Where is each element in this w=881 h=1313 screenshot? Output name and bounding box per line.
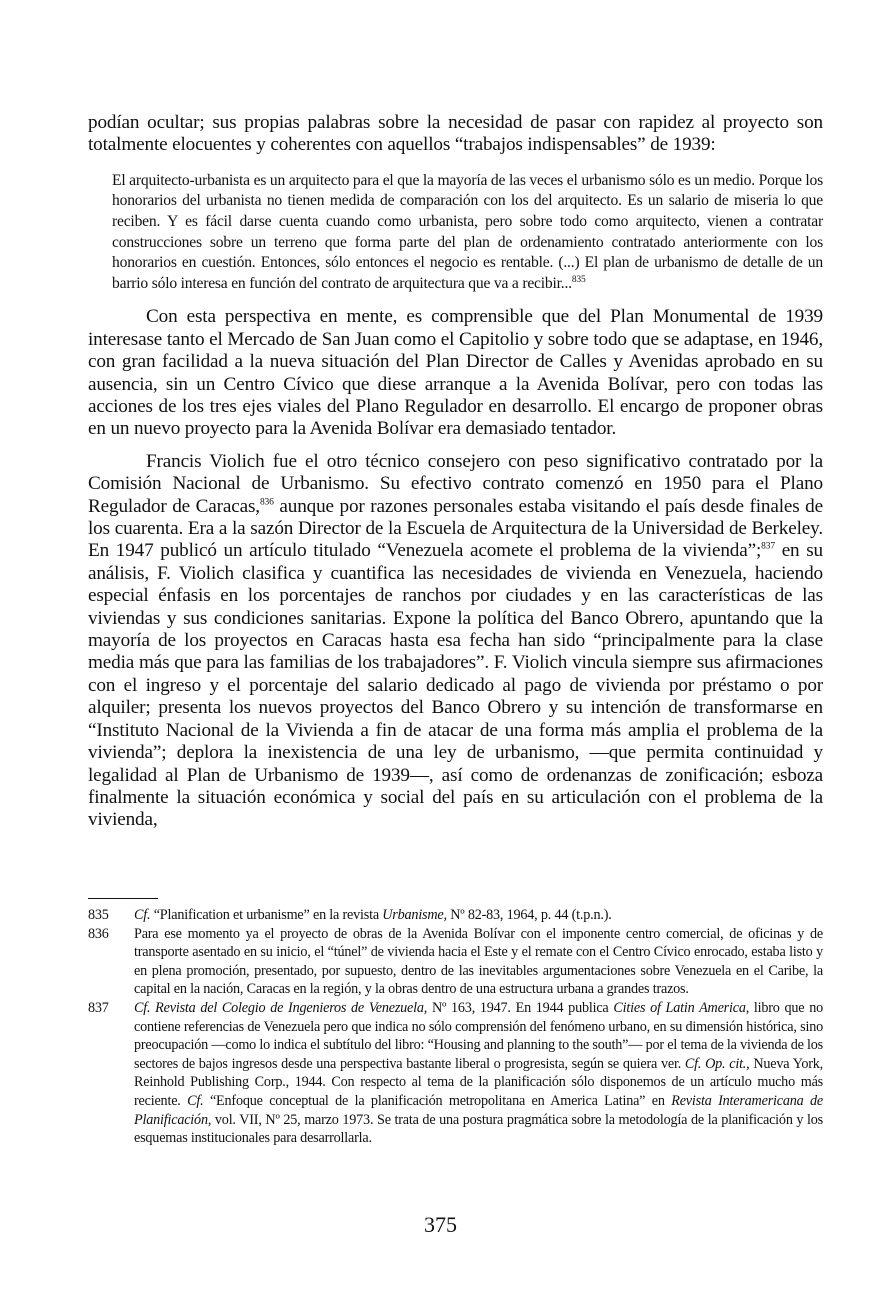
footnote-segment: Cf. [187, 1092, 204, 1109]
footnote-divider [88, 898, 158, 899]
footnote-835 [88, 906, 823, 925]
paragraph-1: podían ocultar; sus propias palabras sobre la necesidad de pasar con rapidez al proyecto son totalmente elocuentes y coherentes con aquellos “trabajos indispensables” de 1939: [88, 112, 823, 156]
footnote-segment: “Enfoque conceptual de la planificación metropolitana en America Latina” en [203, 1092, 672, 1109]
paragraph-3-part-1: Francis Violich fue el otro técnico consejero con peso significativo contratado por la Comisión Nacional de Urbanismo. Su efectivo contrato comenzó en 1950 para el Plano Regulador de Caracas, [88, 450, 823, 517]
footnote-text [134, 925, 823, 999]
footnote-number: 837 [88, 999, 109, 1016]
footnote-837 [88, 999, 823, 1148]
footnote-number: 835 [88, 907, 109, 923]
footnote-segment: Cf. Op. cit., [684, 1055, 750, 1072]
block-quote-text: El arquitecto-urbanista es un arquitecto para el que la mayoría de las veces el urbanismo sólo es un medio. Porque los honorarios del urbanista no tienen medida de comparación con los del arquitecto. Es un salario de miseria lo que reciben. Y es fácil darse cuenta cuando como urbanista, pero sobre todo como arquitecto, vienen a contratar construcciones sobre un terreno que forma parte del plan de ordenamiento contratado anteriormente con los honorarios en cuestión. Entonces, sólo entonces el negocio es rentable. (...) El plan de urbanismo de detalle de un barrio sólo interesa en función del contrato de arquitectura que va a recibir... [112, 171, 823, 292]
footnote-segment: Cities of Latin America [613, 999, 746, 1016]
block-quote [112, 171, 823, 295]
footnote-segment: Nueva York, Reinhold Publishing Corp., 1944. Con respecto al tema de la planificación sólo disponemos de un artículo mucho más reciente. [134, 1055, 823, 1109]
page-body [88, 112, 823, 832]
footnote-segment: Nº 82-83, 1964, p. 44 (t.p.n.). [446, 907, 612, 923]
footnote-text [134, 906, 823, 925]
footnote-segment: Para ese momento ya el proyecto de obras de la Avenida Bolívar con el imponente centro comercial, de oficinas y de transporte asentado en su inicio, el “túnel” de vivienda hacia el Este y el remate con el Centro Cívico enrocado, estaba listo y en plena promoción, presentado, por supuesto, dentro de las inevitables argumentaciones sobre Venezuela en el Caribe, la capital en la nación, Caracas en la región, y la obras dentro de una estructura urbana a grandes trazos. [134, 925, 823, 998]
paragraph-3 [88, 451, 823, 832]
footnote-segment: Cf. Revista del Colegio de Ingenieros de Venezuela, [134, 999, 428, 1016]
footnote-segment: vol. VII, Nº 25, marzo 1973. Se trata de una postura pragmática sobre la metodología de la planificación y los esquemas institucionales para desarrollarla. [134, 1111, 823, 1147]
footnote-text [134, 999, 823, 1148]
footnote-ref-837[interactable]: 837 [761, 542, 775, 553]
footnote-segment: Urbanisme, [382, 907, 447, 923]
paragraph-3-part-3: en su análisis, F. Violich clasifica y cuantifica las necesidades de vivienda en Venezuela, haciendo especial énfasis en los porcentajes de ranchos por ciudades y en las características de las viviendas y sus condiciones sanitarias. Expone la política del Banco Obrero, apuntando que la mayoría de los proyectos en Caracas hasta esa fecha han sido “principalmente para la clase media más que para las familias de los trabajadores”. F. Violich vincula siempre sus afirmaciones con el ingreso y el porcentaje del salario dedicado al pago de vivienda por préstamo o por alquiler; presenta los nuevos proyectos del Banco Obrero y su intención de transformarse en “Instituto Nacional de la Vivienda a fin de atacar de una forma más amplia el problema de la vivienda”; deplora la inexistencia de una ley de urbanismo, —que permita continuidad y legalidad al Plan de Urbanismo de 1939—, así como de ordenanzas de zonificación; esboza finalmente la situación económica y social del país en su articulación con el problema de la vivienda, [88, 540, 823, 831]
footnote-number: 836 [88, 925, 109, 942]
footnote-segment: “Planification et urbanisme” en la revista [150, 907, 383, 923]
paragraph-2: Con esta perspectiva en mente, es comprensible que del Plan Monumental de 1939 interesase tanto el Mercado de San Juan como el Capitolio y sobre todo que se adaptase, en 1946, con gran facilidad a la nueva situación del Plan Director de Calles y Avenidas aprobado en su ausencia, sin un Centro Cívico que diese arranque a la Avenida Bolívar, pero con todas las acciones de los tres ejes viales del Plano Regulador en desarrollo. El encargo de proponer obras en un nuevo proyecto para la Avenida Bolívar era demasiado tentador. [88, 306, 823, 440]
footnote-segment: , libro que no contiene referencias de Venezuela pero que indica no sólo comprensión del fenómeno urbano, en su dimensión histórica, sino preocupación —como lo indica el subtítulo del libro: “Housing and planning to the south”— por el tema de la vivienda de los sectores de bajos ingresos desde una perspectiva bastante liberal o progresista, según se quiera ver. [134, 999, 824, 1072]
footnote-segment: Cf. [134, 907, 151, 923]
footnote-836 [88, 925, 823, 999]
page-number: 375 [424, 1212, 457, 1237]
footnote-segment: Revista Interamericana de Planificación, [134, 1092, 824, 1128]
paragraph-3-part-2: aunque por razones personales estaba visitando el país desde finales de los cuarenta. Era a la sazón Director de la Escuela de Arquitectura de la Universidad de Berkeley. En 1947 publicó un artículo titulado “Venezuela acomete el problema de la vivienda”; [88, 495, 823, 562]
footnote-ref-836[interactable]: 836 [259, 497, 274, 508]
footnotes [88, 906, 823, 1148]
footnote-segment: Nº 163, 1947. En 1944 publica [427, 999, 614, 1016]
footnote-ref-835[interactable]: 835 [571, 274, 586, 285]
